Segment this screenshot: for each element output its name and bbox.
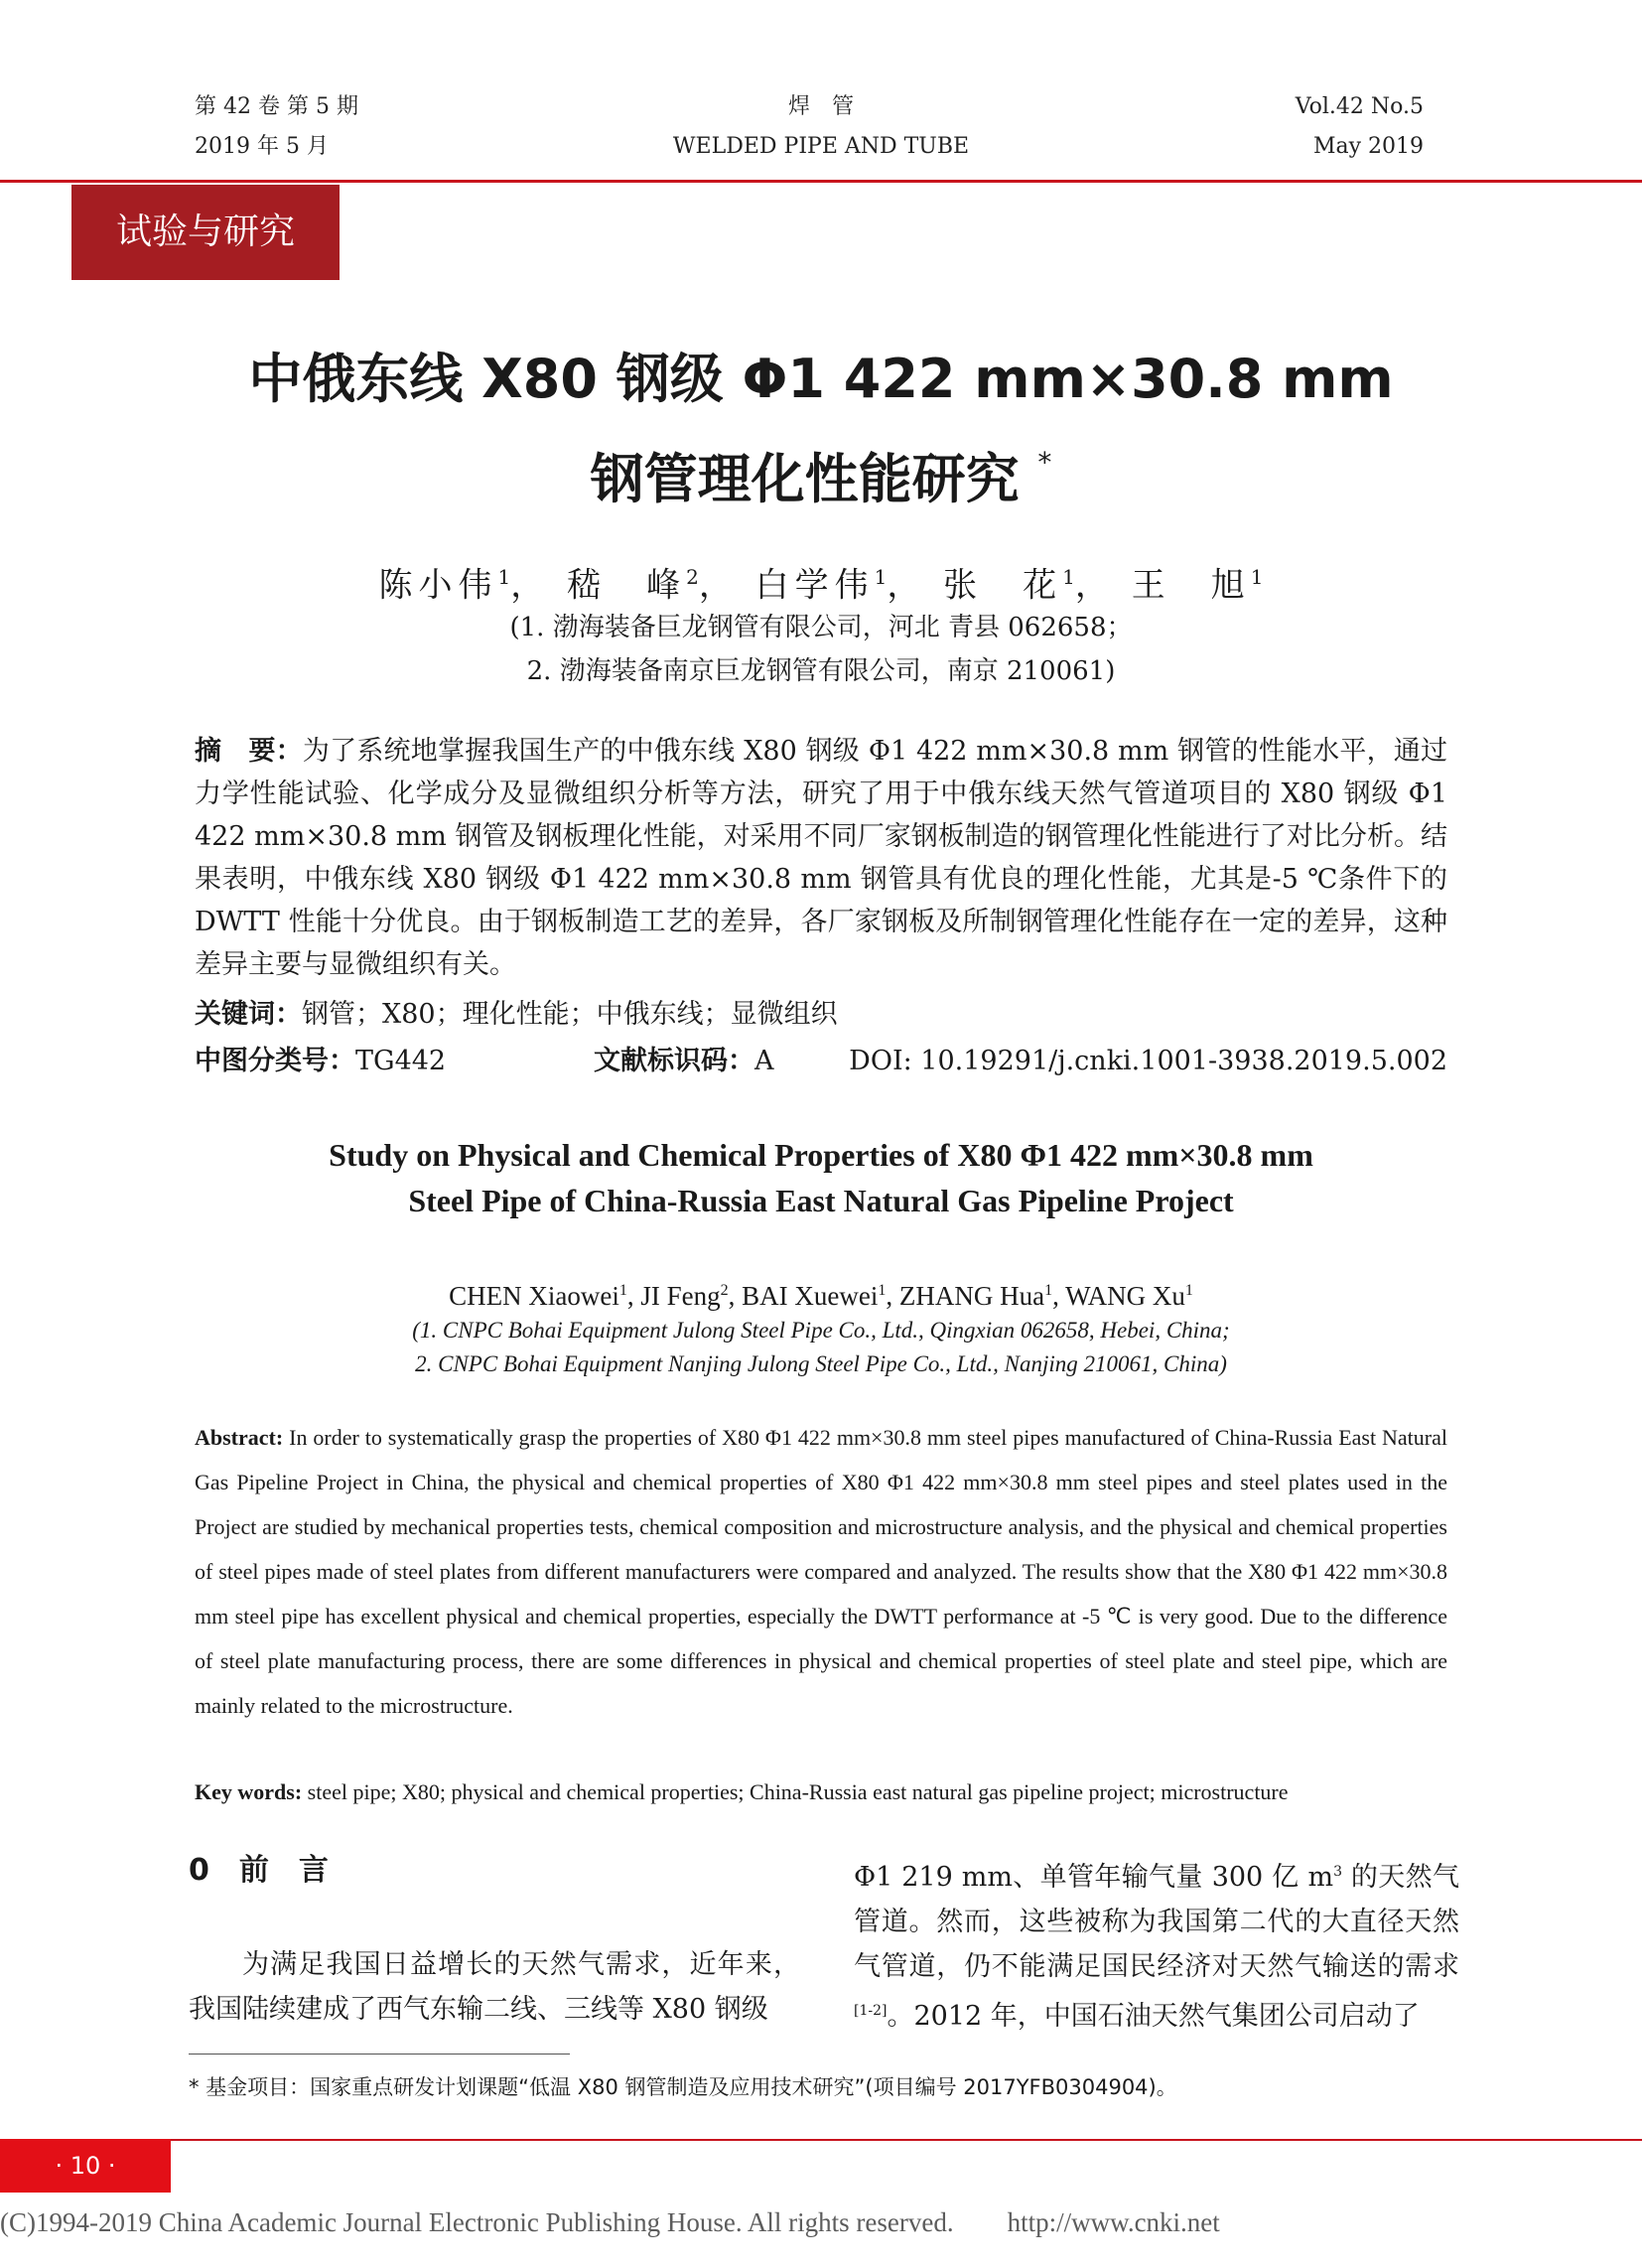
keywords-cn-label: 关键词：: [195, 999, 302, 1030]
intro-text: 的天然气管道。然而，这些被称为我国第二代的大直径天然气管道，仍不能满足国民经济对天然气输送的需求: [854, 1862, 1459, 1982]
keywords-cn-text: 钢管；X80；理化性能；中俄东线；显微组织: [302, 999, 838, 1030]
abstract-cn-text: 为了系统地掌握我国生产的中俄东线 X80 钢级 Φ1 422 mm×30.8 mm 钢管的性能水平，通过力学性能试验、化学成分及显微组织分析等方法，研究了用于中俄东线天然气管道项目的 X80 钢级 Φ1 422 mm×30.8 mm 钢管及钢板理化性能，对采用不同厂家钢板制造的钢管理化性能进行了对比分析。结果表明，中俄东线 X80 钢级 Φ1 422 mm×30.8 mm 钢管具有优良的理化性能，尤其是-5 ℃条件下的 DWTT 性能十分优良。由于钢板制造工艺的差异，各厂家钢板及所制钢管理化性能存在一定的差异，这种差异主要与显微组织有关。: [195, 736, 1448, 980]
author-en: JI Feng: [640, 1281, 721, 1311]
author-en-affil-index: 1: [878, 1282, 887, 1299]
intro-paragraph-left: 为满足我国日益增长的天然气需求，近年来，我国陆续建成了西气东输二线、三线等 X80 钢级: [189, 1949, 800, 2025]
affiliation-en-1: (1. CNPC Bohai Equipment Julong Steel Pipe Co., Ltd., Qingxian 062658, Hebei, China;: [412, 1318, 1230, 1343]
title-en-line-2: Steel Pipe of China-Russia East Natural Gas Pipeline Project: [408, 1183, 1234, 1218]
paper-title-en: [0, 1132, 1642, 1223]
authors-cn: 陈小伟$^1$， 嵇 峰$^2$， 白学伟$^1$， 张 花$^1$， 王 旭$^1$: [378, 565, 1264, 606]
abstract-en-text: In order to systematically grasp the properties of X80 Φ1 422 mm×30.8 mm steel pipes manufactured of China-Russia East Natural Gas Pipeline Project in China, the physical and chemical properties of X80 Φ1 422 mm×30.8 mm steel pipes and steel plates used in the Project are studied by mechanical properties tests, chemical composition and microstructure analysis, and the physical and chemical properties of steel pipes made of steel plates from different manufacturers were compared and analyzed. The results show that the X80 Φ1 422 mm×30.8 mm steel pipe has excellent physical and chemical properties, especially the DWTT performance at -5 ℃ is very good. Due to the difference of steel plate manufacturing process, there are some differences in physical and chemical properties of steel plate and steel pipe, which are mainly related to the microstructure.: [195, 1425, 1448, 1718]
journal-name-en: WELDED PIPE AND TUBE: [672, 134, 970, 159]
citation[interactable]: [1-2]: [854, 2003, 888, 2019]
issue-date-cn: 2019 年 5 月: [195, 134, 329, 159]
author-en: ZHANG Hua: [898, 1281, 1045, 1311]
intro-text: 。2012 年，中国石油天然气集团公司启动了: [887, 2001, 1420, 2032]
doc-value: A: [754, 1046, 774, 1076]
affiliation-en-2: 2. CNPC Bohai Equipment Nanjing Julong Steel Pipe Co., Ltd., Nanjing 210061, China): [415, 1351, 1227, 1376]
intro-paragraph-right: [854, 1850, 1459, 2039]
funding-footnote: * 基金项目：国家重点研发计划课题“低温 X80 钢管制造及应用技术研究”(项目编号 2017YFB0304904)。: [189, 2075, 1177, 2099]
affiliation-cn-2: 2. 渤海装备南京巨龙钢管有限公司，南京 210061): [526, 656, 1116, 686]
authors-en: CHEN Xiaowei$^1$, JI Feng$^2$, BAI Xuewei$^1$, ZHANG Hua$^1$, WANG Xu$^1$: [449, 1281, 1193, 1311]
author-en-affil-index: 1: [1184, 1282, 1193, 1299]
author-affil-index: 1: [1062, 565, 1075, 589]
title-line-1: 中俄东线 X80 钢级 Φ1 422 mm×30.8 mm: [248, 348, 1394, 410]
author-en-affil-index: 2: [720, 1282, 729, 1299]
keywords-en: [195, 1772, 1447, 1812]
title-en-line-1: Study on Physical and Chemical Properties of X80 Φ1 422 mm×30.8 mm: [329, 1137, 1313, 1173]
abstract-en: [195, 1415, 1447, 1728]
author-en: BAI Xuewei: [742, 1281, 879, 1311]
author-affil-index: 1: [497, 565, 511, 589]
volume-issue-en: Vol.42 No.5: [1295, 94, 1424, 119]
volume-issue: 第 42 卷 第 5 期: [195, 94, 358, 119]
header-divider: [0, 180, 1642, 183]
author-en: CHEN Xiaowei: [449, 1281, 619, 1311]
keywords-en-label: Key words:: [195, 1779, 303, 1804]
clc-value: TG442: [355, 1046, 447, 1076]
issue-date-en: May 2019: [1312, 134, 1424, 159]
author: 白学伟: [754, 565, 875, 606]
author-affil-index: 2: [686, 565, 699, 589]
intro-text: Φ1 219 mm、单管年输气量 300 亿 m: [854, 1862, 1334, 1893]
abstract-cn-label: 摘 要：: [195, 736, 303, 767]
author-affil-index: 1: [1250, 565, 1264, 589]
superscript: 3: [1333, 1864, 1342, 1880]
footer-divider: [0, 2139, 1642, 2141]
keywords-en-text: steel pipe; X80; physical and chemical properties; China-Russia east natural gas pipeline project; microstructure: [307, 1779, 1289, 1804]
title-line-2-text: 钢管理化性能研究: [590, 448, 1020, 510]
copyright-notice: (C)1994-2019 China Academic Journal Electronic Publishing House. All rights reserved. http://www.cnki.net: [0, 2207, 1220, 2237]
author: 王 旭: [1131, 565, 1251, 606]
affiliation-cn-1: (1. 渤海装备巨龙钢管有限公司，河北 青县 062658；: [509, 613, 1133, 642]
author: 嵇 峰: [567, 565, 687, 606]
author-en-affil-index: 1: [1044, 1282, 1053, 1299]
author-en: WANG Xu: [1065, 1281, 1185, 1311]
doi: DOI: 10.19291/j.cnki.1001-3938.2019.5.002: [849, 1046, 1447, 1076]
page-number: · 10 ·: [0, 2139, 171, 2193]
author-en-affil-index: 1: [618, 1282, 627, 1299]
journal-name-cn: 焊 管: [787, 94, 854, 119]
footnote-divider: [189, 2054, 570, 2055]
paper-title-cn: [0, 338, 1642, 521]
abstract-cn: [195, 730, 1447, 986]
abstract-en-label: Abstract:: [195, 1425, 284, 1450]
doc-code: [594, 1040, 774, 1082]
keywords-cn: [195, 993, 838, 1036]
journal-volume-info-en: [1296, 87, 1424, 167]
author-affil-index: 1: [874, 565, 888, 589]
classification-row: [195, 1040, 1447, 1082]
author: 张 花: [943, 565, 1063, 606]
author: 陈小伟: [378, 565, 498, 606]
clc-code: [195, 1040, 446, 1082]
clc-label: 中图分类号：: [195, 1046, 355, 1076]
footnote-marker: *: [1037, 446, 1052, 479]
section-tag: 试验与研究: [71, 185, 340, 280]
doc-label: 文献标识码：: [594, 1046, 754, 1076]
title-line-2: [0, 421, 1642, 521]
section-heading-introduction: 0 前 言: [189, 1853, 329, 1888]
